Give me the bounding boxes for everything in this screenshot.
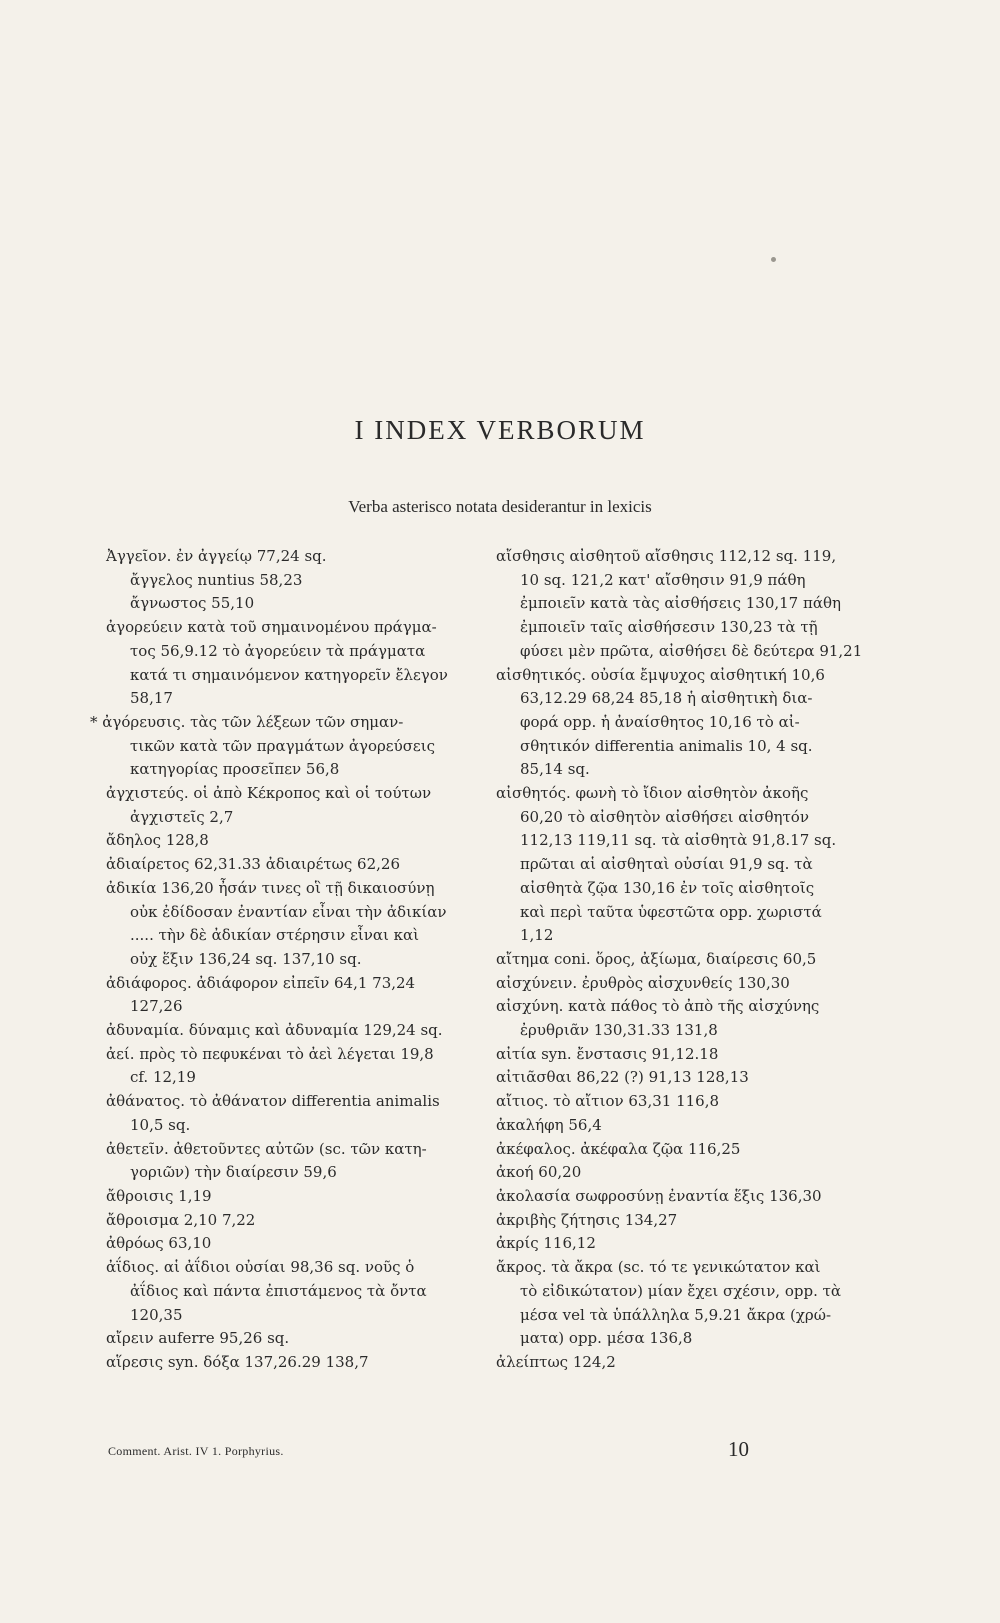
index-line: 58,17 xyxy=(130,689,173,708)
index-line: καὶ περὶ ταῦτα ὑφεστῶτα opp. χωριστά xyxy=(520,902,822,921)
index-line: ἐμποιεῖν ταῖς αἰσθήσεσιν 130,23 τὰ τῇ xyxy=(520,618,818,637)
index-line: αἴσθησις αἰσθητοῦ αἴσθησις 112,12 sq. 119, xyxy=(496,547,837,565)
index-line: cf. 12,19 xyxy=(130,1068,196,1087)
index-line: φύσει μὲν πρῶτα, αἰσθήσει δὲ δεύτερα 91,21 xyxy=(520,641,863,660)
index-line: κατηγορίας προσεῖπεν 56,8 xyxy=(130,760,340,779)
index-line: ἄκρος. τὰ ἄκρα (sc. τό τε γενικώτατον καὶ xyxy=(496,1258,821,1277)
index-line: φορά opp. ἡ ἀναίσθητος 10,16 τὸ αἰ- xyxy=(520,712,800,731)
index-line: 10 sq. 121,2 κατ' αἴσθησιν 91,9 πάθη xyxy=(520,570,806,589)
index-line: αἰτία syn. ἔνστασις 91,12.18 xyxy=(496,1044,719,1063)
index-line: οὐχ ἕξιν 136,24 sq. 137,10 sq. xyxy=(130,949,362,968)
index-line: ἀδιαίρετος 62,31.33 ἀδιαιρέτως 62,26 xyxy=(106,855,400,874)
index-line: ἀγορεύειν κατὰ τοῦ σημαινομένου πράγμα- xyxy=(106,618,437,637)
index-line: ἄθροισις 1,19 xyxy=(106,1186,212,1205)
index-line: ἀκοή 60,20 xyxy=(496,1163,582,1182)
index-line: ἀθρόως 63,10 xyxy=(106,1234,212,1253)
index-line: αἴτιος. τὸ αἴτιον 63,31 116,8 xyxy=(496,1092,720,1111)
index-line: σθητικόν differentia animalis 10, 4 sq. xyxy=(520,736,813,755)
index-line: 60,20 τὸ αἰσθητὸν αἰσθήσει αἰσθητόν xyxy=(520,807,809,826)
index-line: ἄγγελος nuntius 58,23 xyxy=(130,570,303,589)
index-column-left xyxy=(90,545,478,1375)
index-line: 85,14 sq. xyxy=(520,760,590,779)
index-line: μέσα vel τὰ ὑπάλληλα 5,9.21 ἄκρα (χρώ- xyxy=(520,1305,832,1324)
index-line: τικῶν κατὰ τῶν πραγμάτων ἀγορεύσεις xyxy=(130,736,435,755)
index-column-right xyxy=(496,545,868,1375)
index-line: 10,5 sq. xyxy=(130,1115,191,1134)
index-line: ἀΐδιος. αἱ ἀΐδιοι οὐσίαι 98,36 sq. νοῦς ὁ xyxy=(106,1258,415,1277)
index-line: οὐκ ἐδίδοσαν ἐναντίαν εἶναι τὴν ἀδικίαν xyxy=(130,902,447,921)
page-number: 10 xyxy=(728,1437,749,1461)
index-line: ἀκέφαλος. ἀκέφαλα ζῷα 116,25 xyxy=(496,1139,741,1158)
index-line: τὸ εἰδικώτατον) μίαν ἔχει σχέσιν, opp. τὰ xyxy=(520,1281,842,1300)
index-line: 120,35 xyxy=(130,1305,183,1324)
index-line: * ἀγόρευσις. τὰς τῶν λέξεων τῶν σημαν- xyxy=(90,712,404,731)
index-line: τος 56,9.12 τὸ ἀγορεύειν τὰ πράγματα xyxy=(130,641,426,660)
index-line: ἀδικία 136,20 ἦσάν τινες οἳ τῇ δικαιοσύνῃ xyxy=(106,878,435,897)
index-line: πρῶται αἱ αἰσθηταὶ οὐσίαι 91,9 sq. τὰ xyxy=(520,855,813,874)
index-line: κατά τι σημαινόμενον κατηγορεῖν ἔλεγον xyxy=(130,665,448,684)
index-line: ἀδυναμία. δύναμις καὶ ἀδυναμία 129,24 sq. xyxy=(106,1021,443,1040)
page-title: I INDEX VERBORUM xyxy=(354,415,646,445)
printer-signature: Comment. Arist. IV 1. Porphyrius. xyxy=(108,1444,284,1458)
index-line: 1,12 xyxy=(520,926,554,945)
index-line: 112,13 119,11 sq. τὰ αἰσθητὰ 91,8.17 sq. xyxy=(520,831,837,850)
index-line: αἰσθητός. φωνὴ τὸ ἴδιον αἰσθητὸν ἀκοῆς xyxy=(496,784,809,803)
index-line: 63,12.29 68,24 85,18 ἡ αἰσθητικὴ δια- xyxy=(520,689,813,708)
index-line: αἴρειν auferre 95,26 sq. xyxy=(106,1329,290,1348)
index-line: αἰσθητὰ ζῷα 130,16 ἐν τοῖς αἰσθητοῖς xyxy=(520,878,815,897)
index-line: αἴτημα coni. ὅρος, ἀξίωμα, διαίρεσις 60,5 xyxy=(496,949,817,968)
index-line: ἄγνωστος 55,10 xyxy=(130,594,255,613)
index-line: ἀκαλήφη 56,4 xyxy=(496,1115,602,1134)
index-line: ἀδιάφορος. ἀδιάφορον εἰπεῖν 64,1 73,24 xyxy=(106,973,416,992)
index-line: Ἀγγεῖον. ἐν ἀγγείῳ 77,24 sq. xyxy=(106,547,327,565)
index-line: ἐρυθριᾶν 130,31.33 131,8 xyxy=(520,1021,718,1040)
index-line: 127,26 xyxy=(130,997,183,1016)
index-line: ἀκριβὴς ζήτησις 134,27 xyxy=(496,1210,678,1229)
index-line: αἰσχύνειν. ἐρυθρὸς αἰσχυνθείς 130,30 xyxy=(496,973,790,992)
index-line: ἐμποιεῖν κατὰ τὰς αἰσθήσεις 130,17 πάθη xyxy=(520,594,841,613)
page-subtitle: Verba asterisco notata desiderantur in lexicis xyxy=(348,497,652,516)
index-line: ἀθάνατος. τὸ ἀθάνατον differentia animalis xyxy=(106,1092,440,1111)
index-line: ἀγχιστεῖς 2,7 xyxy=(130,807,234,826)
ink-speck xyxy=(771,257,776,262)
index-line: αἰτιᾶσθαι 86,22 (?) 91,13 128,13 xyxy=(496,1068,749,1087)
index-line: αἵρεσις syn. δόξα 137,26.29 138,7 xyxy=(106,1352,369,1371)
index-line: ἀκολασία σωφροσύνῃ ἐναντία ἕξις 136,30 xyxy=(496,1186,822,1205)
index-line: ἀλείπτως 124,2 xyxy=(496,1352,616,1371)
index-line: ματα) opp. μέσα 136,8 xyxy=(520,1329,693,1348)
index-line: ἀκρίς 116,12 xyxy=(496,1234,596,1253)
index-line: ..... τὴν δὲ ἀδικίαν στέρησιν εἶναι καὶ xyxy=(130,926,419,945)
index-line: ἀγχιστεύς. οἱ ἀπὸ Κέκροπος καὶ οἱ τούτων xyxy=(106,784,432,803)
index-line: ἀεί. πρὸς τὸ πεφυκέναι τὸ ἀεὶ λέγεται 19,8 xyxy=(106,1044,434,1063)
index-line: γοριῶν) τὴν διαίρεσιν 59,6 xyxy=(130,1163,337,1182)
index-line: ἄθροισμα 2,10 7,22 xyxy=(106,1210,256,1229)
index-line: αἰσχύνη. κατὰ πάθος τὸ ἀπὸ τῆς αἰσχύνης xyxy=(496,997,820,1016)
index-line: ἀθετεῖν. ἀθετοῦντες αὐτῶν (sc. τῶν κατη- xyxy=(106,1139,427,1158)
index-line: ἀΐδιος καὶ πάντα ἐπιστάμενος τὰ ὄντα xyxy=(130,1281,427,1300)
index-line: ἄδηλος 128,8 xyxy=(106,831,209,850)
index-line: αἰσθητικός. οὐσία ἔμψυχος αἰσθητική 10,6 xyxy=(496,665,825,684)
